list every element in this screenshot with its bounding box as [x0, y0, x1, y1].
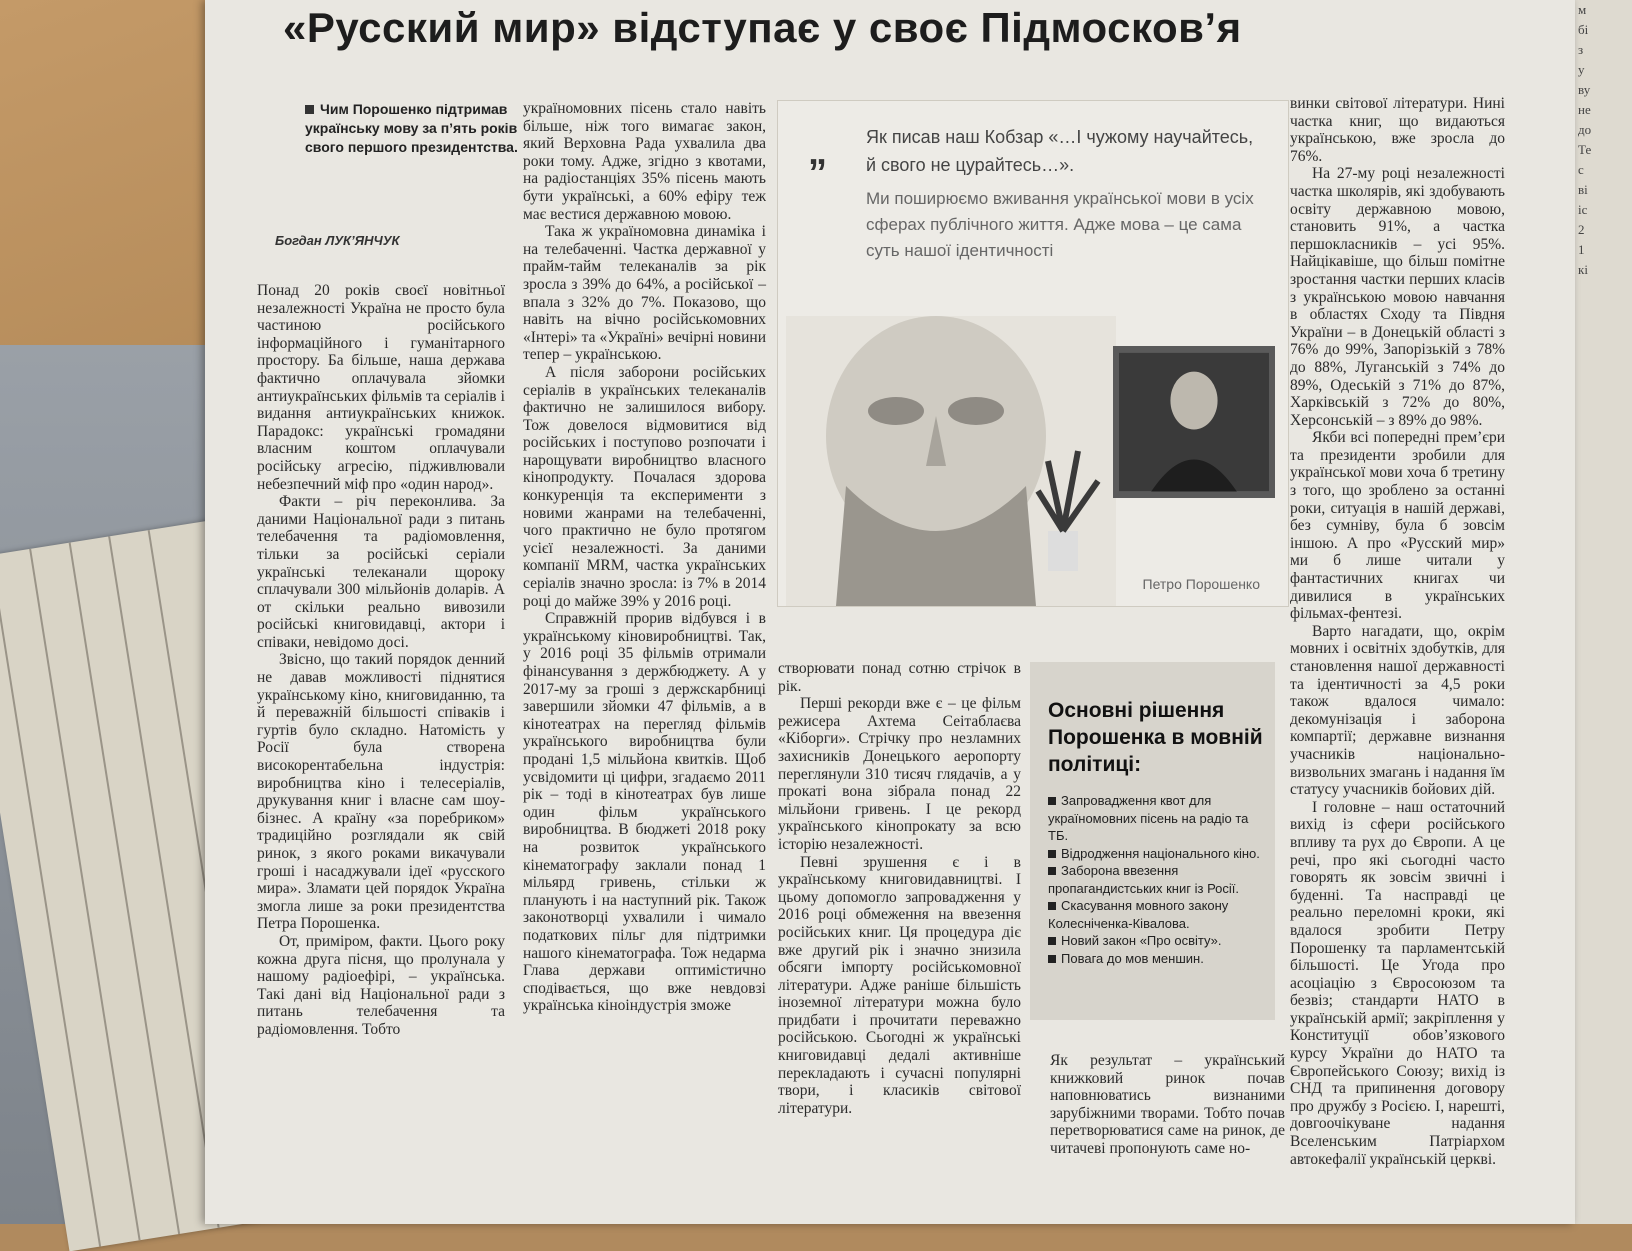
quote-signature: Петро Порошенко [1142, 576, 1260, 592]
neighbor-text-fragment: іс [1578, 202, 1588, 217]
paragraph: Як результат – український книжковий ринок почав наповнюватись визнаними зарубіжними творами. Тобто почав перетворюватися саме на ринок, де читачеві пропонують саме но- [1050, 1052, 1285, 1157]
paragraph: Понад 20 років своєї новітньої незалежності Україна не просто була частиною російського інформаційного і гуманітарного простору. Ба більше, наша держава фактично оплачувала зйомки антиукраїнських фільмів та серіалів і видання антиукраїнських книжок. Парадокс: українські громадяни власним коштом оплачували російську агресію, підживлювали небезпечний міф про «один народ». [257, 282, 505, 493]
neighbor-text-fragment: бі [1578, 22, 1589, 37]
quote-line-1: Як писав наш Кобзар «…І чужому научайтесь, й свого не цурайтесь…». [866, 127, 1254, 175]
portrait-figure-image [1119, 352, 1269, 492]
quote-block [777, 100, 1289, 607]
paragraph: Факти – річ переконлива. За даними Національної ради з питань телебачення та радіомовлення, тільки за російські серіали українські телеканали щороку сплачували 300 мільйонів доларів. А от скільки реально вивозили російські книговидавці, актори і співаки, невідомо досі. [257, 493, 505, 651]
paragraph: А після заборони російських серіалів в українських телеканалів фактично не залишилося вибору. Тож довелося відмовитися від російських і поступово розпочати і нарощувати виробництво власного кінопродукту. Почалася здорова конкуренція та експерименти з новими жанрами на телебаченні, чого практично не було протягом усієї незалежності. За даними компанії MRM, частка українських серіалів значно зросла: із 7% в 2014 році до майже 39% у 2016 році. [523, 363, 766, 610]
list-item: Скасування мовного закону Колесніченка-Ківалова. [1048, 897, 1268, 932]
lead-text: Чим Порошенко підтримав українську мову за п’ять років свого першого президентства. [305, 101, 518, 155]
list-item: Новий закон «Про освіту». [1048, 932, 1268, 950]
paragraph: І головне – наш остаточний вихід із сфери російського впливу та рух до Європи. А це речі, про які сьогодні часто говорять як зовсім звичні і буденні. Та насправді це реально переломні кроки, які вдалося зробити Петру Порошенку та парламентській більшості. Це Угода про асоціацію з Євросоюзом та безвіз; стандарти НАТО в українській армії; закріплення у Конституції обов’язкового курсу України до НАТО та Європейського Союзу; вихід із СНД та припинення договору про дружбу з Росією. І, нарешті, довгоочікуване надання Вселенським Патріархом автокефалії українській церкві. [1290, 798, 1505, 1168]
neighbor-text-fragment: кі [1578, 262, 1588, 277]
paragraph: Певні зрушення є і в українському книговидавництві. І цьому допомогло запровадження у 2016 році обмеження на ввезення російських книг. Ця процедура діє вже другий рік і значно знизила обсяги імпорту російськомовної літератури. Адже раніше більшість іноземної літератури можна було придбати і прочитати переважно російською. Сьогодні ж українські книговидавці дедалі активніше перекладають і сучасні популярні твори, і класиків світової літератури. [778, 853, 1021, 1117]
shevchenko-portrait-image [1113, 346, 1275, 498]
paragraph: україномовних пісень стало навіть більше, ніж того вимагає закон, який Верховна Рада ухвалила два роки тому. Адже, згідно з квотами, на радіостанціях 35% пісень мають бути українські, а 60% ефіру теж має вестися державною мовою. [523, 100, 766, 223]
paragraph: На 27-му році незалежності частка школярів, які здобувають освіту державною мовою, становить 91%, а частка першокласників – усі 95%. Найцікавіше, що більш помітне зростання частки перших класів з українською мовою навчання в областях Сходу та Півдня України – в Донецькій області з 76% до 99%, Запорізькій з 78% до 88%, Луганській з 74% до 89%, Одеській з 71% до 87%, Харківській з 72% до 80%, Херсонській – з 89% до 98%. [1290, 165, 1505, 429]
text-column-5 [1290, 95, 1505, 1168]
text-column-4 [1050, 1052, 1285, 1158]
neighbor-page [1569, 0, 1632, 1224]
paragraph: Варто нагадати, що, окрім мовних і освітніх здобутків, для становлення нашої державності та ідентичності за 4,5 роки також вдалося чимало: декомунізація і заборона компартії; державне визнання учасників національно-визвольних змагань і надання їм статусу учасників бойових дій. [1290, 622, 1505, 799]
neighbor-text-fragment: 1 [1578, 242, 1585, 257]
neighbor-text-fragment: м [1578, 2, 1587, 17]
list-item: Відродження національного кіно. [1048, 845, 1268, 863]
paragraph: Звісно, що такий порядок денний не давав можливості піднятися українському кіно, книговиданню, та й переважній більшості співаків і гуртів було складно. Натомість у Росії була створена високорентабельна індустрія: виробництва кіно і телесеріалів, друкування книг і власне сам шоу-бізнес. А країну «за поребриком» традиційно розглядали як свій ринок, з якого роками викачували гроші і насаджували ідеї «русского мира». Зламати цей порядок Україна змогла лише за роки президентства Петра Порошенка. [257, 651, 505, 933]
neighbor-text-fragment: з [1578, 42, 1584, 57]
neighbor-text-fragment: ві [1578, 182, 1588, 197]
newspaper-page [205, 0, 1575, 1224]
paragraph: От, приміром, факти. Цього року кожна друга пісня, що пролунала у нашому радіоефірі, – українська. Такі дані від Національної ради з питань телебачення та радіомовлення. Тобто [257, 932, 505, 1038]
sidebox-title: Основні рішення Порошенка в мовній політиці: [1048, 699, 1263, 776]
paragraph: винки світової літератури. Нині частка книг, що видаються українською, вже зросла до 76%. [1290, 95, 1505, 165]
headline: «Русский мир» відступає у своє Підмосков’я [283, 4, 1242, 51]
paragraph: Перші рекорди вже є – це фільм режисера Ахтема Сеітаблаєва «Кіборги». Стрічку про незламних захисників Донецького аеропорту переглянули 310 тисяч глядачів, а у прокаті вона зібрала понад 22 мільйони гривень. І це рекорд українського кінопрокату за всю історію незалежності. [778, 695, 1021, 853]
neighbor-text-fragment: до [1578, 122, 1592, 137]
neighbor-text-fragment: не [1578, 102, 1591, 117]
paragraph: Така ж україномовна динаміка і на телебаченні. Частка державної у прайм-тайм телеканалів за рік зросла з 39% до 64%, а російської – впала з 32% до 7%. Показово, що навіть на вічно російськомовних «Інтері» та «Україні» вечірні новини тепер – українською. [523, 223, 766, 364]
list-item: Заборона ввезення пропагандистських книг із Росії. [1048, 862, 1268, 897]
quote-mark-icon: „ [808, 131, 827, 173]
neighbor-text-fragment: 2 [1578, 222, 1585, 237]
quote-line-2: Ми поширюємо вживання української мови в усіх сферах публічного життя. Адже мова – це сама суть нашої ідентичності [866, 189, 1254, 260]
bullet-square-icon [305, 105, 314, 114]
neighbor-text-fragment: у [1578, 62, 1585, 77]
policy-sidebox [1030, 662, 1275, 1020]
text-column-3 [778, 660, 1021, 1117]
neighbor-text-fragment: Те [1578, 142, 1592, 157]
text-column-2 [523, 100, 766, 1015]
byline: Богдан ЛУК’ЯНЧУК [275, 233, 400, 248]
paragraph: створювати понад сотню стрічок в рік. [778, 660, 1021, 695]
neighbor-text-fragment: ву [1578, 82, 1591, 97]
text-column-1 [257, 282, 505, 1039]
policy-list [1048, 792, 1268, 967]
list-item: Запровадження квот для україномовних пісень на радіо та ТБ. [1048, 792, 1268, 845]
paragraph: Справжній прорив відбувся і в українському кіновиробництві. Так, у 2016 році 35 фільмів отримали фінансування з держбюджету. А у 2017-му за гроші з держскарбниці завершили зйомки 47 фільмів, а в кінотеатрах на перегляд фільмів українського виробництва були продані 1,5 мільйона квитків. Щоб усвідомити ці цифри, згадаємо 2011 рік – тоді в кінотеатрах був лише один фільм українського виробництва. В бюджеті 2018 року на розвиток українського кінематографу заклали понад 1 мільярд гривень, стільки ж планують і на наступний рік. Також законотворці ухвалили і чимало податкових пільг для підтримки нашого кінематографа. Тож недарма Глава держави оптимістично сподівається, що вже невдовзі українська кіноіндустрія зможе [523, 610, 766, 1015]
neighbor-text-fragment: с [1578, 162, 1584, 177]
list-item: Повага до мов меншин. [1048, 950, 1268, 968]
paragraph: Якби всі попередні прем’єри та президенти зробили для української мови хоча б третину з того, що зроблено за останні роки, ситуація в нашій державі, без сумніву, була б зовсім іншою. А про «Русский мир» ми б лише читали у фантастичних книгах чи дивилися в українських фільмах-фентезі. [1290, 429, 1505, 623]
lead-paragraph [305, 100, 530, 157]
